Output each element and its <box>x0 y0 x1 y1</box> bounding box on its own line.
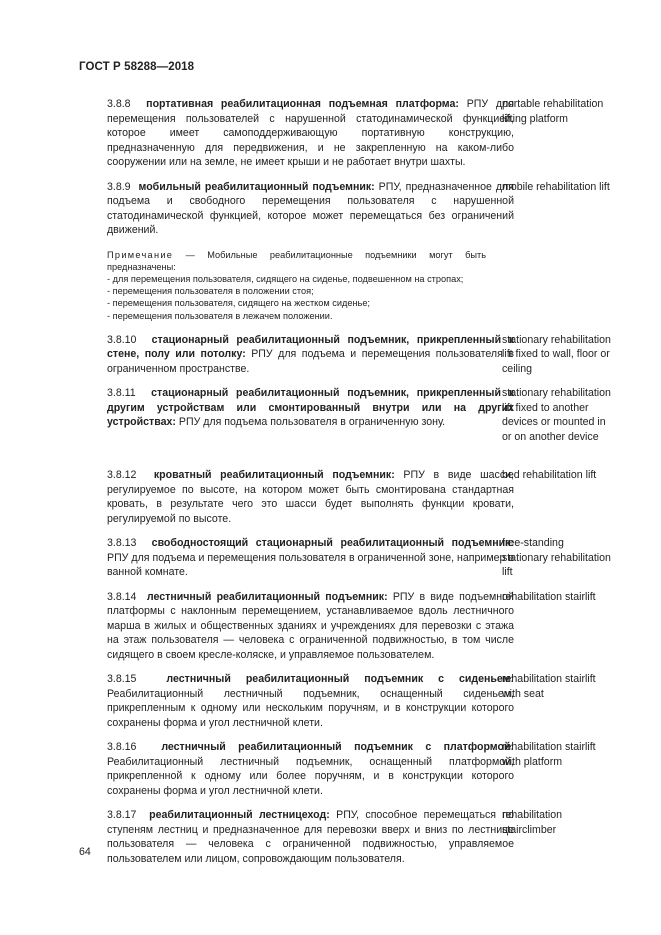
term-number: 3.8.16 <box>107 741 137 754</box>
english-term: stationary rehabilitation lift fixed to another devices or mounted in or on another device <box>502 387 611 443</box>
term-number: 3.8.10 <box>107 333 137 346</box>
term-title: стационарный реабилитационный подъемник, прикрепленный к стене, полу или потолку: <box>107 333 514 361</box>
english-term: mobile rehabilitation lift <box>502 180 610 193</box>
note-item: - для перемещения пользователя, сидящего на сиденье, подвешенном на стропах; <box>107 273 464 284</box>
term-text: РПУ для подъема и перемещения пользователя в ограниченной зоне, например в ванной комнате. <box>107 551 514 579</box>
english-term: free-standing stationary rehabilitation lift <box>502 537 611 579</box>
term-entry-3-8-13 <box>79 536 611 580</box>
note-item: - перемещения пользователя в положении стоя; <box>107 286 314 297</box>
english-term: rehabilitation stairlift <box>502 590 596 603</box>
english-term: rehabilitation stairclimber <box>502 809 563 836</box>
term-definition <box>79 740 514 798</box>
english-term: rehabilitation stairlift with seat <box>502 673 596 700</box>
term-number: 3.8.11 <box>107 387 136 400</box>
english-term: rehabilitation stairlift with platform <box>502 741 596 768</box>
term-text: РПУ, способное перемещаться по ступеням лестниц и предназначенное для перевозки вверх и вниз по лестнице пользователя — человека с ограниченной подвижностью, управляемое пользователем или лицом, сопровождающим пользователя. <box>107 809 514 865</box>
term-title: реабилитационный лестницеход: <box>149 809 330 822</box>
term-definition <box>79 97 514 170</box>
term-number: 3.8.12 <box>107 469 137 482</box>
term-number: 3.8.9 <box>107 180 131 193</box>
note <box>79 249 486 322</box>
term-entry-3-8-10 <box>79 333 611 377</box>
note-block <box>79 249 611 322</box>
term-number: 3.8.15 <box>107 673 137 686</box>
term-definition <box>79 386 514 430</box>
term-text: Реабилитационный лестничный подъемник, оснащенный сиденьем, прикрепленным к одному или нескольким поручням, и в конструкции которого сохранены форма и угол лестничной клети. <box>107 687 514 729</box>
term-number: 3.8.17 <box>107 809 137 822</box>
term-definition <box>79 672 514 730</box>
term-title: стационарный реабилитационный подъемник, прикрепленный к другим устройствам или смонтированный внутри или на других устройствах: <box>107 387 514 429</box>
note-item: - перемещения пользователя в лежачем положении. <box>107 310 333 321</box>
term-title: лестничный реабилитационный подъемник: <box>146 590 388 603</box>
term-text: РПУ, предназначенное для подъема и свободного перемещения пользователя с нарушенной статодинамической функцией, которое может перемещаться без ограничений движений. <box>107 180 514 236</box>
term-number: 3.8.8 <box>107 98 131 110</box>
term-entry-3-8-8 <box>79 97 611 170</box>
term-entry-3-8-12 <box>79 468 611 526</box>
document-header: ГОСТ Р 58288—2018 <box>79 61 195 73</box>
english-term: portable rehabilitation lifting platform <box>502 98 604 125</box>
term-definition <box>79 590 514 663</box>
term-definition <box>79 536 514 580</box>
term-text: РПУ в виде шасси, регулируемое по высоте, на котором может быть смонтирована стандартная кровать, в результате чего это шасси будет выполнять функции кровати, регулируемой по высоте. <box>107 469 514 525</box>
term-number: 3.8.14 <box>107 590 137 603</box>
term-title: мобильный реабилитационный подъемник: <box>138 180 375 193</box>
term-text: Реабилитационный лестничный подъемник, оснащенный платформой, прикрепленной к одному или более поручням, и в конструкции которого сохранены форма и угол лестничной клети. <box>107 755 514 797</box>
note-intro-text: — Мобильные реабилитационные подъемники могут быть предназначены: <box>107 249 486 272</box>
term-title: свободностоящий стационарный реабилитационный подъемник: <box>151 537 514 550</box>
term-text: РПУ для подъема и перемещения пользователя в ограниченном пространстве. <box>107 348 514 375</box>
term-text: РПУ в виде подъемной платформы с наклонным перемещением, устанавливаемое вдоль лестничного марша в жилых и общественных зданиях и учреждениях для перевозки с этажа на этаж пользователя — человека с ограниченной подвижностью, в том числе сидящего в своем кресле-коляске, и управляемое пользователем. <box>107 590 514 661</box>
term-entry-3-8-11 <box>79 386 611 458</box>
term-title: кроватный реабилитационный подъемник: <box>153 469 395 482</box>
note-label: Примечание <box>107 249 174 260</box>
term-definition <box>79 333 514 377</box>
term-definition <box>79 180 514 238</box>
term-number: 3.8.13 <box>107 537 137 550</box>
english-term: bed rehabilitation lift <box>502 469 597 482</box>
page-number: 64 <box>79 846 91 858</box>
term-text: РПУ для подъема пользователя в ограниченную зону. <box>178 416 446 429</box>
term-title: портативная реабилитационная подъемная платформа: <box>146 98 459 110</box>
term-definition <box>79 808 514 866</box>
term-entry-3-8-16 <box>79 740 611 798</box>
terms-list <box>0 97 661 866</box>
term-title: лестничный реабилитационный подъемник с сиденьем: <box>166 673 515 686</box>
term-definition <box>79 468 514 526</box>
term-entry-3-8-14 <box>79 590 611 663</box>
term-text: РПУ для перемещения пользователей с нарушенной статодинамической функцией, которое имеет самоподдерживающую портативную конструкцию, предназначенную для передвижения, и не закрепленную на каком-либо сооружении или на земле, не имеет крыши и не работает внутри шахты. <box>107 98 515 168</box>
term-entry-3-8-17 <box>79 808 611 866</box>
term-entry-3-8-9 <box>79 180 611 238</box>
term-entry-3-8-15 <box>79 672 611 730</box>
english-term: stationary rehabilitation lift fixed to wall, floor or ceiling <box>502 333 611 375</box>
term-title: лестничный реабилитационный подъемник с платформой: <box>161 741 514 754</box>
note-item: - перемещения пользователя, сидящего на жестком сиденье; <box>107 298 370 309</box>
note-intro <box>79 249 486 273</box>
